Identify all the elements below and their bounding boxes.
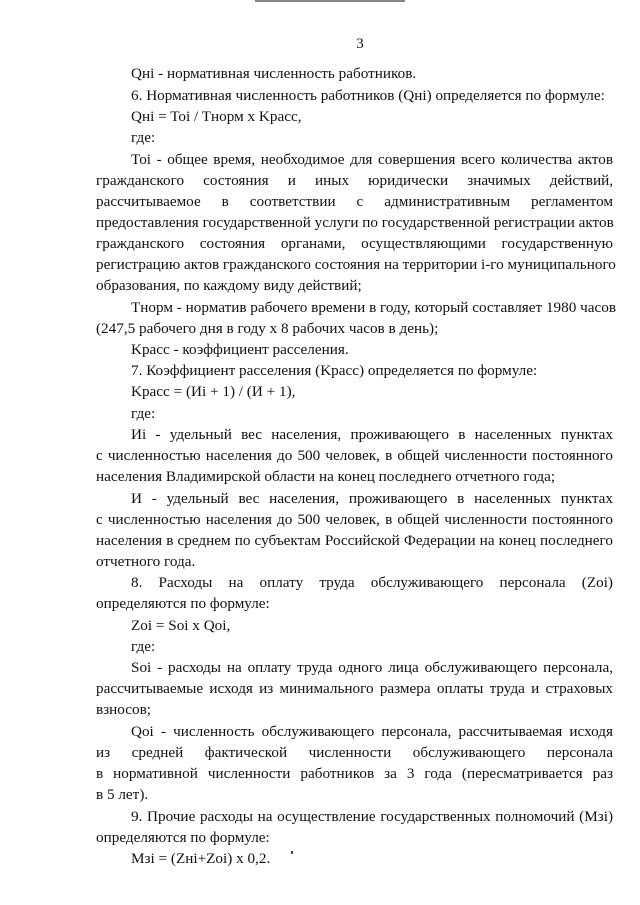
text-line: Tнорм - норматив рабочего времени в году, который составляет 1980 часов	[131, 299, 616, 316]
text-line: Qoi - численность обслуживающего персонала, рассчитываемая исходя	[131, 723, 613, 740]
text-line: гражданского состояния и иных юридически значимых действий,	[96, 172, 613, 189]
text-line: в 5 лет).	[96, 786, 149, 803]
text-line: Kрасс - коэффициент расселения.	[131, 341, 349, 358]
text-line: Zoi = Soi x Qoi,	[131, 617, 231, 634]
top-edge-mark	[255, 0, 405, 2]
text-line: Mзi = (Zнi+Zoi) x 0,2.	[131, 850, 271, 867]
text-line: где:	[131, 129, 156, 146]
text-line: предоставления государственной услуги по государственной регистрации актов	[96, 214, 614, 231]
text-line: рассчитываемое в соответствии с административным регламентом	[96, 193, 613, 210]
text-line: образования, по каждому виду действий;	[96, 277, 362, 294]
text-line: 8. Расходы на оплату труда обслуживающего персонала (Zoi)	[131, 574, 613, 591]
text-line: Soi - расходы на оплату труда одного лица обслуживающего персонала,	[131, 659, 613, 676]
text-line: где:	[131, 405, 156, 422]
text-line: Qнi = Toi / Tнорм х Kрасс,	[131, 108, 302, 125]
text-line: отчетного года.	[96, 553, 196, 570]
text-line: в нормативной численности работников за 3 года (пересматривается раз	[96, 765, 613, 782]
text-line: из средней фактической численности обслуживающего персонала	[96, 744, 613, 761]
text-line: 9. Прочие расходы на осуществление государственных полномочий (Mзi)	[131, 808, 613, 825]
text-line: 6. Нормативная численность работников (Qнi) определяется по формуле:	[131, 87, 605, 104]
text-line: определяются по формуле:	[96, 595, 270, 612]
text-line: с численностью населения до 500 человек, в общей численности постоянного	[96, 511, 613, 528]
text-line: Иi - удельный вес населения, проживающего в населенных пунктах	[131, 426, 613, 443]
text-line: гражданского состояния органами, осуществляющими государственную	[96, 235, 613, 252]
text-line: регистрацию актов гражданского состояния на территории i-го муниципального	[96, 256, 616, 273]
text-line: Toi - общее время, необходимое для совершения всего количества актов	[131, 151, 613, 168]
text-line: рассчитываемые исходя из минимального размера оплаты труда и страховых	[96, 680, 613, 697]
text-line: населения в среднем по субъектам Российской Федерации на конец последнего	[96, 532, 613, 549]
scan-speck	[291, 851, 293, 854]
text-line: где:	[131, 638, 156, 655]
text-line: с численностью населения до 500 человек, в общей численности постоянного	[96, 447, 613, 464]
text-line: Qнi - нормативная численность работников.	[131, 65, 417, 82]
text-line: (247,5 рабочего дня в году x 8 рабочих часов в день);	[96, 320, 439, 337]
page-number: 3	[356, 36, 364, 52]
text-line: взносов;	[96, 701, 151, 718]
text-line: И - удельный вес населения, проживающего в населенных пунктах	[131, 490, 613, 507]
text-line: определяются по формуле:	[96, 829, 270, 846]
text-line: Kрасс = (Иi + 1) / (И + 1),	[131, 383, 296, 400]
text-line: 7. Коэффициент расселения (Kрасс) определяется по формуле:	[131, 362, 538, 379]
text-line: населения Владимирской области на конец последнего отчетного года;	[96, 468, 556, 485]
